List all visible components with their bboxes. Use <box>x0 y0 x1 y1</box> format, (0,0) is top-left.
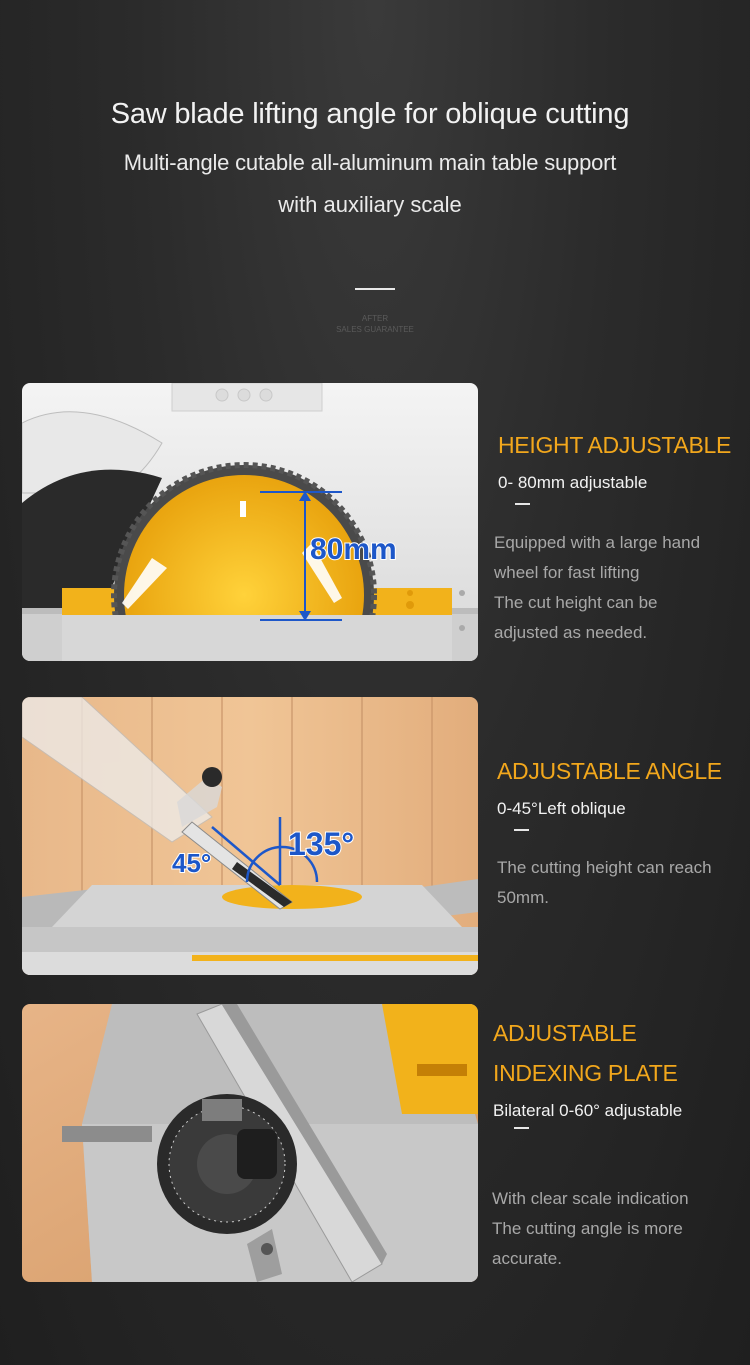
feature-angle-dash <box>514 829 529 831</box>
description-line: With clear scale indication <box>492 1189 689 1208</box>
page-title: Saw blade lifting angle for oblique cutting <box>110 98 630 130</box>
description-line: accurate. <box>492 1249 562 1268</box>
header-divider <box>355 288 395 290</box>
feature-angle-title: ADJUSTABLE ANGLE <box>497 758 722 784</box>
saw-blade-height-illustration <box>22 383 478 661</box>
feature-indexing-subtitle: Bilateral 0-60° adjustable <box>493 1101 683 1120</box>
description-line: wheel for fast lifting <box>494 563 640 582</box>
after-sales-caption <box>0 313 750 335</box>
page-subtitle-line2: with auxiliary scale <box>278 192 462 217</box>
feature-angle-subtitle: 0-45°Left oblique <box>497 799 626 818</box>
height-label: 80mm <box>310 533 397 566</box>
after-sales-caption-line2: SALES GUARANTEE <box>336 325 414 334</box>
angle-label-right: 135° <box>288 826 355 862</box>
description-line: The cutting height can reach <box>497 858 712 877</box>
feature-height-subtitle: 0- 80mm adjustable <box>498 473 648 492</box>
feature-indexing-title-line2: INDEXING PLATE <box>493 1060 678 1086</box>
feature-height-title: HEIGHT ADJUSTABLE <box>498 432 732 458</box>
feature-angle-description <box>497 853 712 913</box>
description-line: 50mm. <box>497 888 549 907</box>
feature-indexing-description <box>492 1184 689 1274</box>
after-sales-caption-line1: AFTER <box>361 314 389 323</box>
description-line: adjusted as needed. <box>494 623 648 642</box>
angle-adjust-photo <box>22 697 478 975</box>
feature-height-dash <box>515 503 530 505</box>
feature-indexing-title-line1: ADJUSTABLE <box>493 1020 637 1046</box>
description-line: The cut height can be <box>494 593 658 612</box>
feature-indexing-dash <box>514 1127 529 1129</box>
angle-label-left: 45° <box>172 848 212 878</box>
page-subtitle-line1: Multi-angle cutable all-aluminum main table support <box>123 150 617 175</box>
saw-blade-angle-illustration <box>22 697 478 975</box>
feature-indexing-title <box>493 1013 678 1093</box>
feature-height-description <box>494 528 700 648</box>
height-adjust-photo <box>22 383 478 661</box>
description-line: Equipped with a large hand <box>494 533 701 552</box>
indexing-plate-photo <box>22 1004 478 1282</box>
indexing-plate-illustration <box>22 1004 478 1282</box>
description-line: The cutting angle is more <box>492 1219 683 1238</box>
